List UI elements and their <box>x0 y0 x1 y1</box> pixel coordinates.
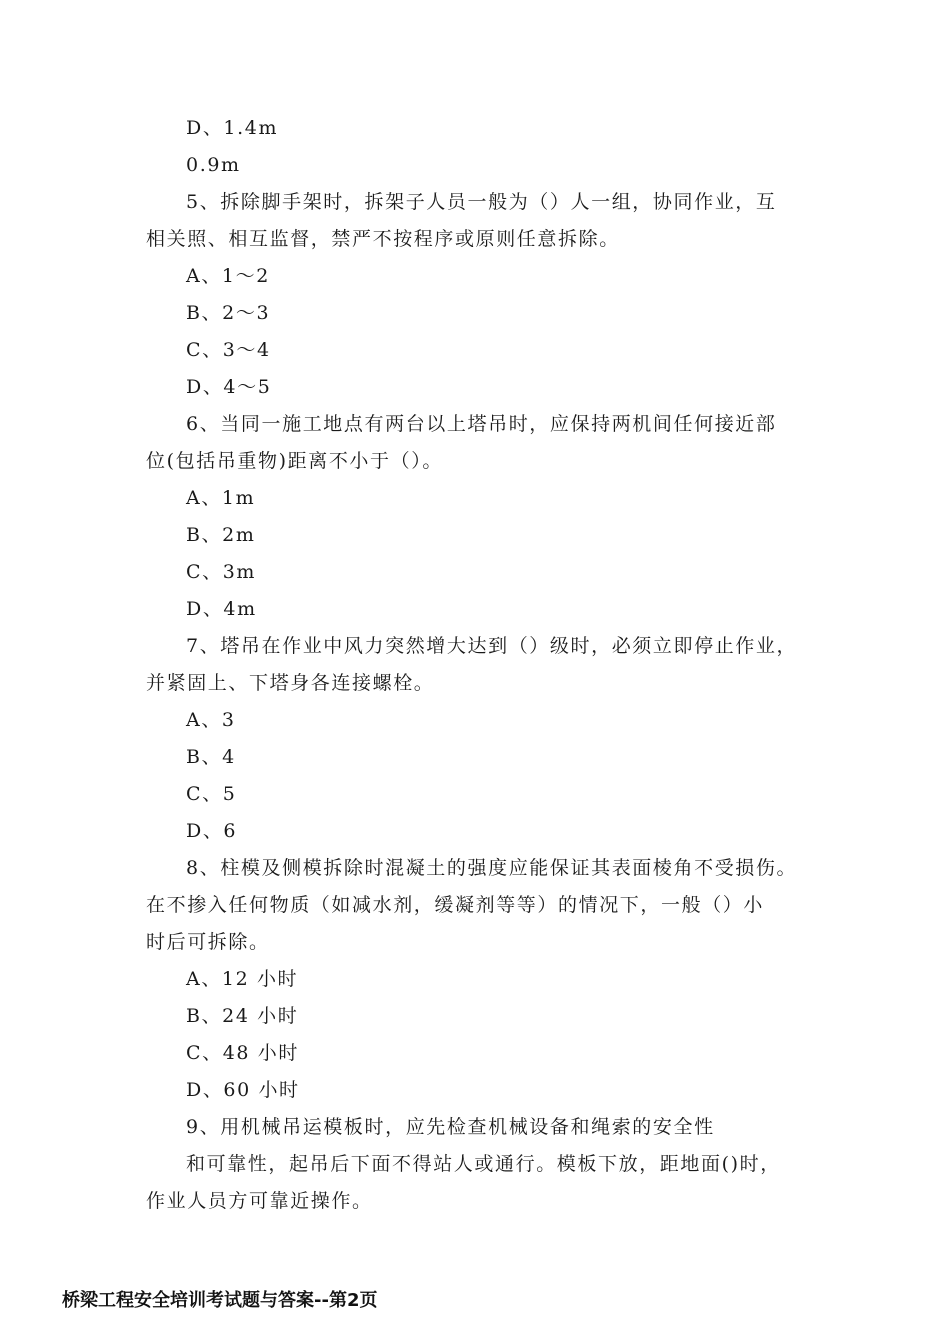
option-line: B、2～3 <box>186 302 271 324</box>
option-line: C、3～4 <box>186 339 271 361</box>
question-line: 9、用机械吊运模板时，应先检查机械设备和绳索的安全性 <box>186 1116 715 1138</box>
text-line: 和可靠性，起吊后下面不得站人或通行。模板下放，距地面()时， <box>186 1153 781 1175</box>
document-body <box>146 110 816 1220</box>
option-line: B、2m <box>186 524 256 546</box>
option-line: D、6 <box>186 820 238 842</box>
option-line: A、1～2 <box>186 265 270 287</box>
option-line: D、60 小时 <box>186 1079 300 1101</box>
question-line: 7、塔吊在作业中风力突然增大达到（）级时，必须立即停止作业， <box>186 635 798 657</box>
question-line: 5、拆除脚手架时，拆架子人员一般为（）人一组，协同作业，互 <box>186 191 777 213</box>
option-line: B、4 <box>186 746 236 768</box>
text-line: 作业人员方可靠近操作。 <box>146 1190 373 1212</box>
option-line: 0.9m <box>186 154 241 176</box>
option-line: D、4m <box>186 598 257 620</box>
option-line: D、1.4m <box>186 117 279 139</box>
page-footer: 桥梁工程安全培训考试题与答案--第2页 <box>62 1290 378 1311</box>
text-line: 位(包括吊重物)距离不小于（）。 <box>146 450 443 472</box>
option-line: B、24 小时 <box>186 1005 299 1027</box>
text-line: 时后可拆除。 <box>146 931 270 953</box>
text-line: 并紧固上、下塔身各连接螺栓。 <box>146 672 435 694</box>
option-line: A、3 <box>186 709 236 731</box>
option-line: A、1m <box>186 487 256 509</box>
text-line: 相关照、相互监督，禁严不按程序或原则任意拆除。 <box>146 228 620 250</box>
text-line: 在不掺入任何物质（如减水剂，缓凝剂等等）的情况下，一般（）小 <box>146 894 765 916</box>
option-line: C、48 小时 <box>186 1042 299 1064</box>
question-line: 6、当同一施工地点有两台以上塔吊时，应保持两机间任何接近部 <box>186 413 777 435</box>
option-line: D、4～5 <box>186 376 272 398</box>
option-line: C、3m <box>186 561 257 583</box>
option-line: A、12 小时 <box>186 968 299 990</box>
question-line: 8、柱模及侧模拆除时混凝土的强度应能保证其表面棱角不受损伤。 <box>186 857 798 879</box>
option-line: C、5 <box>186 783 237 805</box>
